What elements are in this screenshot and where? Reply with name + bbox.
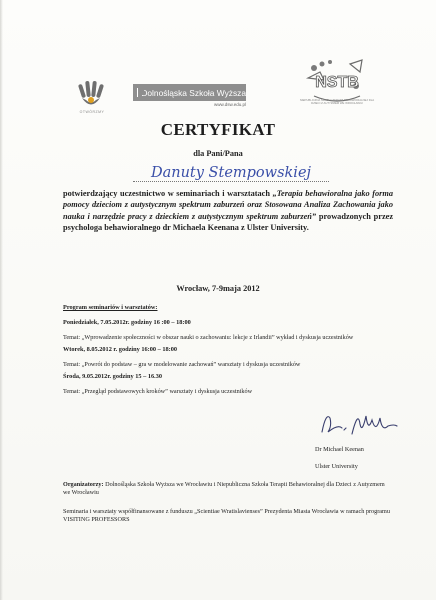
handwritten-signature xyxy=(318,406,398,440)
seminar-title: „Terapia behawioralna jako forma pomocy dzieciom z autystycznym spektrum zaburzeń oraz Stosowana Analiza Zachowania jako nauka i narzędzie pracy z dzieckiem z autystycznym spektrum zaburzeń” xyxy=(63,189,393,221)
recipient-name xyxy=(146,161,316,183)
program-topic: Temat: „Przegląd podstawowych kroków” warsztaty i dyskusja uczestników xyxy=(63,388,253,395)
certificate-body xyxy=(63,188,393,233)
scan-edge xyxy=(0,0,3,600)
place-and-date: Wrocław, 7-9maja 2012 xyxy=(176,284,260,293)
certificate-title: CERTYFIKAT xyxy=(160,120,276,139)
svg-text:Danuty Stempowskiej: Danuty Stempowskiej xyxy=(150,165,312,181)
program-section xyxy=(63,304,393,400)
signatory-name: Dr Michael Keenan xyxy=(315,446,364,453)
left-logo-caption: OTWÓRZMY xyxy=(79,110,105,114)
program-topic: Temat: „Wprowadzenie społeczności w obszar nauki o zachowaniu: lekcje z Irlandii” wykład i dyskusja uczestników xyxy=(63,334,354,341)
funding-note: Seminaria i warsztaty współfinansowane z funduszu „Scientiae Wratislavienses” Prezydenta Miasta Wrocławia w ramach programu VISITING PROFESSORS xyxy=(63,508,390,524)
hands-logo-icon xyxy=(74,78,108,112)
organizers-text: Dolnośląska Szkoła Wyższa we Wrocławiu i Niepubliczna Szkoła Terapii Behawioralnej dla Dzieci z Autyzmem we Wrocławiu xyxy=(63,481,385,497)
program-topic: Temat: „Powrót do podstaw – gra w modelowanie zachowań” warsztaty i dyskusja uczestników xyxy=(63,361,301,368)
nstb-logo-text: NSTB xyxy=(315,74,359,91)
intro-text-end: prowadzonych przez psychologa behawioralnego dr Michaela Keenana z Ulster University. xyxy=(63,211,393,232)
dsw-logo-url: www.dsw.edu.pl xyxy=(214,102,247,107)
intro-text-start: potwierdzający uczestnictwo w seminariach i warsztatach xyxy=(63,189,273,198)
organizers-note xyxy=(63,481,393,497)
dsw-logo xyxy=(133,84,246,101)
recipient-label: dla Pani/Pana xyxy=(193,149,243,158)
organizers-label: Organizatorzy: xyxy=(63,481,104,488)
name-dotted-line xyxy=(133,181,329,182)
dsw-logo-name: Dolnośląska Szkoła Wyższa xyxy=(141,87,246,98)
signatory-affiliation: Ulster University xyxy=(315,463,358,470)
program-heading: Program seminariów i warsztatów: xyxy=(63,304,158,311)
program-day: Wtorek, 8.05.2012 r. godziny 16:00 – 18:00 xyxy=(63,346,178,353)
program-day: Poniedziałek, 7.05.2012r. godziny 16 :00 – 18:00 xyxy=(63,319,191,326)
program-day: Środa, 9.05.2012r. godziny 15 – 16.30 xyxy=(63,373,163,380)
nstb-logo-caption: NIEPUBLICZNA SZKOŁA TERAPII BEHAWIORALNEJ DLA DZIECI Z AUTYZMEM WE WROCŁAWIU xyxy=(299,98,375,106)
